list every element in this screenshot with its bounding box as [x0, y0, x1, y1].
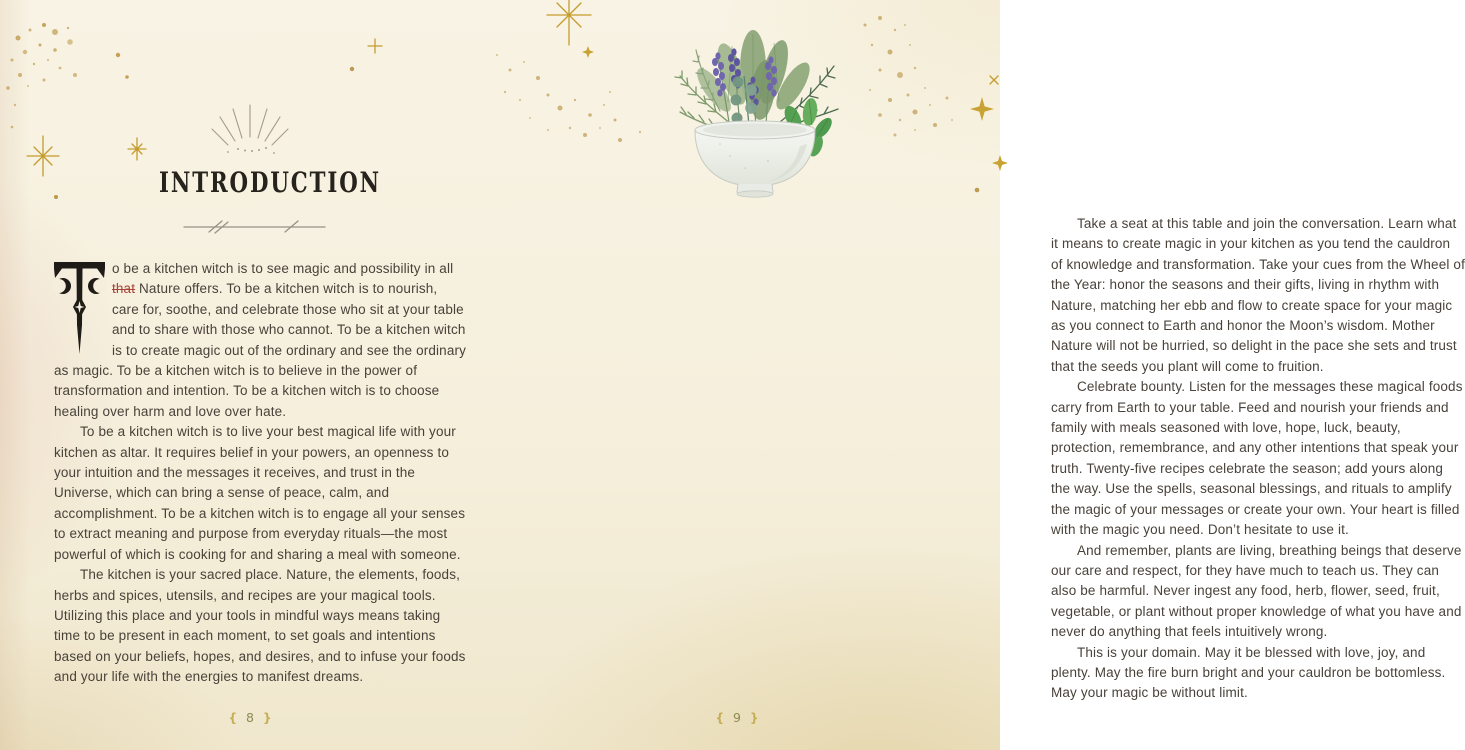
page-number-bracket-close: }: [749, 710, 759, 725]
right-text-column: [1051, 214, 1465, 704]
paragraph-5: Celebrate bounty. Listen for the messages these magical foods carry from Earth to your table. Feed and nourish your friends and family with meals seasoned with love, hope, luck, beauty, protection, remembrance, and any other intentions that speak your truth. Twenty-five recipes celebrate the season; add yours along the way. Use the spells, seasonal blessings, and rituals to amplify the magic of your messages or create your own. Your heart is filled with the magic you need. Don’t hesitate to use it.: [1051, 379, 1463, 538]
page-number-bracket-close: }: [262, 710, 272, 725]
paragraph-2: To be a kitchen witch is to live your best magical life with your kitchen as altar. It requires belief in your powers, an openness to your intuition and the messages it receives, and trust in the Universe, which can bring a sense of peace, calm, and accomplishment. To be a kitchen witch is to engage all your senses to extract meaning and purpose from everyday rituals—the most powerful of which is cooking for and sharing a meal with someone.: [54, 424, 466, 562]
page-number-bracket-open: {: [228, 710, 238, 725]
left-page: [0, 0, 500, 750]
chapter-title: INTRODUCTION: [159, 166, 381, 199]
sunburst-ornament: [200, 99, 300, 155]
paragraph-7: This is your domain. May it be blessed with love, joy, and plenty. May the fire burn bright and your cauldron be bottomless. May your magic be without limit.: [1051, 644, 1446, 701]
paragraph-1-text-start: o be a kitchen witch is to see magic and possibility in all: [112, 261, 454, 276]
struck-word: that: [112, 281, 136, 297]
paragraph-1: [54, 259, 468, 422]
page-number-bracket-open: {: [715, 710, 725, 725]
paragraph-1-text-end: Nature offers. To be a kitchen witch is to nourish, care for, soothe, and celebrate those who sit at your table and to share with those who cannot. To be a kitchen witch is to create magic out of the ordinary and see the ordinary as magic. To be a kitchen witch is to believe in the power of transformation and intention. To be a kitchen witch is to choose healing over harm and love over hate.: [54, 281, 467, 419]
page-number-value: 8: [246, 710, 254, 725]
page-number-right: [682, 710, 792, 725]
herb-bowl-illustration: [650, 16, 860, 206]
crescent-moon-dropcap: [54, 259, 112, 341]
double-hash-divider: [182, 218, 332, 236]
page-number-left: [195, 710, 305, 725]
paragraph-3: The kitchen is your sacred place. Nature, the elements, foods, herbs and spices, utensils, and recipes are your magical tools. Utilizing this place and your tools in mindful ways means taking time to be present in each moment, to set goals and intentions based on your beliefs, hopes, and desires, and to infuse your foods and your life with the energies to manifest dreams.: [54, 567, 466, 685]
bowl: [695, 121, 815, 197]
page-number-value: 9: [733, 710, 741, 725]
paragraph-4: Take a seat at this table and join the conversation. Learn what it means to create magic in your kitchen as you tend the cauldron of knowledge and transformation. Take your cues from the Wheel of the Year: honor the seasons and their gifts, living in rhythm with Nature, matching her ebb and flow to create space for your magic as you connect to Earth and honor the Moon’s wisdom. Mother Nature will not be hurried, so delight in the pace she sets and trust that the seeds you plant will come to fruition.: [1051, 216, 1465, 374]
right-page: [500, 0, 1465, 750]
paragraph-6: And remember, plants are living, breathing beings that deserve our care and respect, for they have much to teach us. They can also be harmful. Never ingest any food, herb, flower, seed, fruit, vegetable, or plant without proper knowledge of what you have and never do anything that feels intuitively wrong.: [1051, 542, 1462, 640]
left-text-column: [54, 259, 468, 688]
